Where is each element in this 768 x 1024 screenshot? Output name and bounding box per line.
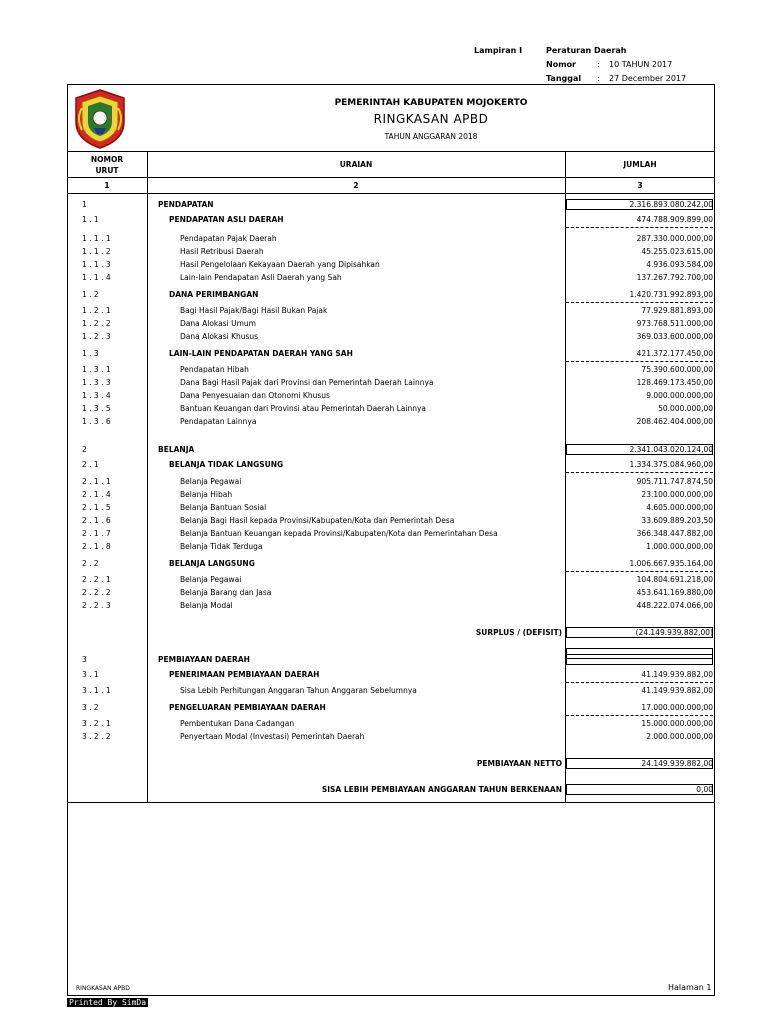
row-label: Pembentukan Dana Cadangan xyxy=(180,719,295,728)
row-amount: 24.149.939.882,00 xyxy=(641,759,713,768)
row-number: 1 . 1 xyxy=(82,215,99,224)
row-amount: 1.000.000.000,00 xyxy=(646,542,713,551)
row-label: Pendapatan Lainnya xyxy=(180,417,257,426)
subtotal-dash xyxy=(566,361,713,362)
row-label: Sisa Lebih Perhitungan Anggaran Tahun Anggaran Sebelumnya xyxy=(180,686,417,695)
row-label: Dana Alokasi Umum xyxy=(180,319,256,328)
row-number: 2 xyxy=(82,445,87,454)
row-number: 1 . 3 . 5 xyxy=(82,404,111,413)
fiscal-year: TAHUN ANGGARAN 2018 xyxy=(384,132,478,141)
row-amount: 41.149.939.882,00 xyxy=(641,686,713,695)
row-label: PEMBIAYAAN NETTO xyxy=(476,759,562,768)
row-number: 1 xyxy=(82,200,87,209)
row-label: LAIN-LAIN PENDAPATAN DAERAH YANG SAH xyxy=(169,349,353,358)
col-index-2: 2 xyxy=(353,181,359,190)
col-index-3: 3 xyxy=(637,181,643,190)
row-amount: 128.469.173.450,00 xyxy=(636,378,713,387)
row-label: Belanja Bagi Hasil kepada Provinsi/Kabupaten/Kota dan Pemerintah Desa xyxy=(180,516,455,525)
row-amount: 453.641.169.880,00 xyxy=(636,588,713,597)
row-amount: 104.804.691.218,00 xyxy=(636,575,713,584)
row-amount: 23.100.000.000,00 xyxy=(641,490,713,499)
row-number: 2 . 1 . 1 xyxy=(82,477,111,486)
row-label: SISA LEBIH PEMBIAYAAN ANGGARAN TAHUN BERKENAAN xyxy=(321,785,562,794)
row-label: Penyertaan Modal (Investasi) Pemerintah Daerah xyxy=(180,732,365,741)
index-rule xyxy=(67,193,715,194)
row-amount: 41.149.939.882,00 xyxy=(641,670,713,679)
col-header-uraian: URAIAN xyxy=(339,160,373,169)
nomor-value: 10 TAHUN 2017 xyxy=(609,60,673,69)
row-amount: 45.255.023.615,00 xyxy=(641,247,713,256)
amount-box xyxy=(566,784,713,795)
col-header-no-1: NOMOR xyxy=(90,155,124,164)
row-number: 1 . 1 . 1 xyxy=(82,234,111,243)
row-amount: 1.006.667.935.164,00 xyxy=(629,559,713,568)
row-amount: 2.000.000.000,00 xyxy=(646,732,713,741)
row-amount: 75.390.600.000,00 xyxy=(641,365,713,374)
row-number: 1 . 3 . 6 xyxy=(82,417,111,426)
doc-title: RINGKASAN APBD xyxy=(373,112,489,126)
nomor-label: Nomor xyxy=(546,60,576,69)
row-amount: 208.462.404.000,00 xyxy=(636,417,713,426)
row-label: Bantuan Keuangan dari Provinsi atau Pemerintah Daerah Lainnya xyxy=(180,404,426,413)
row-number: 3 . 2 . 1 xyxy=(82,719,111,728)
row-amount: 905.711.747.874,50 xyxy=(636,477,713,486)
row-number: 1 . 3 . 1 xyxy=(82,365,111,374)
amount-box xyxy=(566,758,713,769)
row-label: DANA PERIMBANGAN xyxy=(169,290,259,299)
col-index-1: 1 xyxy=(104,181,110,190)
row-label: PENGELUARAN PEMBIAYAAN DAERAH xyxy=(169,703,326,712)
row-amount: 15.000.000.000,00 xyxy=(641,719,713,728)
row-amount: 474.788.909.899,00 xyxy=(636,215,713,224)
row-amount: 33.609.889.203,50 xyxy=(641,516,713,525)
row-label: PEMBIAYAAN DAERAH xyxy=(158,655,250,664)
row-label: Dana Penyesuaian dan Otonomi Khusus xyxy=(180,391,330,400)
row-amount: 4.605.000.000,00 xyxy=(646,503,713,512)
page-number: Halaman 1 xyxy=(668,983,712,992)
empty-amount-box xyxy=(566,648,713,659)
row-amount: 2.316.893.080.242,00 xyxy=(629,200,713,209)
regulation-title: Peraturan Daerah xyxy=(546,46,627,55)
subtotal-dash xyxy=(566,472,713,473)
footer-left: RINGKASAN APBD xyxy=(76,985,130,992)
row-number: 1 . 1 . 2 xyxy=(82,247,111,256)
mojokerto-emblem-icon xyxy=(72,88,128,150)
row-amount: 2.341.043.020.124,00 xyxy=(629,445,713,454)
row-amount: 973.768.511.000,00 xyxy=(636,319,713,328)
row-amount: 366.348.447.882,00 xyxy=(636,529,713,538)
subtotal-dash xyxy=(566,571,713,572)
row-label: Hasil Retribusi Daerah xyxy=(180,247,264,256)
row-number: 2 . 1 xyxy=(82,460,99,469)
row-label: BELANJA xyxy=(158,445,195,454)
row-number: 1 . 2 . 1 xyxy=(82,306,111,315)
row-amount: 448.222.074.066,00 xyxy=(636,601,713,610)
row-amount: (24.149.939.882,00) xyxy=(635,628,713,637)
row-number: 2 . 1 . 4 xyxy=(82,490,111,499)
row-label: Belanja Modal xyxy=(180,601,233,610)
row-amount: 4.936.093.584,00 xyxy=(646,260,713,269)
amount-box xyxy=(566,199,713,210)
row-label: Dana Bagi Hasil Pajak dari Provinsi dan Pemerintah Daerah Lainnya xyxy=(180,378,434,387)
amount-box xyxy=(566,444,713,455)
row-amount: 137.267.792.700,00 xyxy=(636,273,713,282)
row-number: 1 . 3 . 4 xyxy=(82,391,111,400)
row-number: 1 . 3 . 3 xyxy=(82,378,111,387)
col-header-no-2: URUT xyxy=(95,166,119,175)
row-amount: 369.033.600.000,00 xyxy=(636,332,713,341)
subtotal-dash xyxy=(566,715,713,716)
row-number: 3 xyxy=(82,655,87,664)
row-amount: 421.372.177.450,00 xyxy=(636,349,713,358)
col-header-jumlah: JUMLAH xyxy=(623,160,657,169)
row-label: Pendapatan Pajak Daerah xyxy=(180,234,277,243)
row-number: 1 . 3 xyxy=(82,349,99,358)
row-label: Belanja Bantuan Keuangan kepada Provinsi/Kabupaten/Kota dan Pemerintahan Desa xyxy=(180,529,498,538)
row-label: Belanja Pegawai xyxy=(180,575,242,584)
row-label: Bagi Hasil Pajak/Bagi Hasil Bukan Pajak xyxy=(180,306,328,315)
row-number: 2 . 2 . 2 xyxy=(82,588,111,597)
header-rule xyxy=(67,177,715,178)
row-number: 2 . 1 . 6 xyxy=(82,516,111,525)
row-label: Belanja Hibah xyxy=(180,490,233,499)
row-number: 2 . 1 . 5 xyxy=(82,503,111,512)
row-label: Pendapatan Hibah xyxy=(180,365,249,374)
row-amount: 1.334.375.084.960,00 xyxy=(629,460,713,469)
row-amount: 17.000.000.000,00 xyxy=(641,703,713,712)
row-label: Hasil Pengelolaan Kekayaan Daerah yang Dipisahkan xyxy=(180,260,380,269)
row-label: Lain-lain Pendapatan Asli Daerah yang Sah xyxy=(180,273,342,282)
row-number: 1 . 1 . 3 xyxy=(82,260,111,269)
row-number: 1 . 1 . 4 xyxy=(82,273,111,282)
row-label: Dana Alokasi Khusus xyxy=(180,332,259,341)
row-number: 2 . 2 . 1 xyxy=(82,575,111,584)
row-amount: 1.420.731.992.893,00 xyxy=(629,290,713,299)
row-number: 1 . 2 . 2 xyxy=(82,319,111,328)
subtotal-dash xyxy=(566,227,713,228)
subtotal-dash xyxy=(566,682,713,683)
row-number: 3 . 1 xyxy=(82,670,99,679)
row-number: 2 . 1 . 8 xyxy=(82,542,111,551)
row-number: 3 . 1 . 1 xyxy=(82,686,111,695)
row-number: 2 . 2 xyxy=(82,559,99,568)
row-amount: 50.000.000,00 xyxy=(658,404,713,413)
printed-by-stamp: Printed By SimDa xyxy=(69,998,147,1007)
row-label: SURPLUS / (DEFISIT) xyxy=(475,628,562,637)
row-label: Belanja Tidak Terduga xyxy=(180,542,263,551)
row-amount: 9.000.000.000,00 xyxy=(646,391,713,400)
row-label: PENDAPATAN ASLI DAERAH xyxy=(169,215,284,224)
row-number: 1 . 2 . 3 xyxy=(82,332,111,341)
row-label: BELANJA LANGSUNG xyxy=(169,559,255,568)
row-label: Belanja Bantuan Sosial xyxy=(180,503,267,512)
row-number: 3 . 2 xyxy=(82,703,99,712)
row-amount: 0,00 xyxy=(696,785,713,794)
amount-box xyxy=(566,627,713,638)
row-label: Belanja Barang dan Jasa xyxy=(180,588,272,597)
row-number: 3 . 2 . 2 xyxy=(82,732,111,741)
tanggal-colon: : xyxy=(597,74,600,83)
org-title: PEMERINTAH KABUPATEN MOJOKERTO xyxy=(334,98,528,108)
subtotal-dash xyxy=(566,302,713,303)
row-number: 2 . 1 . 7 xyxy=(82,529,111,538)
row-amount: 287.330.000.000,00 xyxy=(636,234,713,243)
row-label: PENERIMAAN PEMBIAYAAN DAERAH xyxy=(169,670,320,679)
table-top-rule xyxy=(67,151,715,152)
row-number: 1 . 2 xyxy=(82,290,99,299)
row-label: PENDAPATAN xyxy=(158,200,214,209)
row-number: 2 . 2 . 3 xyxy=(82,601,111,610)
lampiran-label: Lampiran I xyxy=(474,46,523,55)
row-label: Belanja Pegawai xyxy=(180,477,242,486)
row-amount: 77.929.881.893,00 xyxy=(641,306,713,315)
table-bottom-rule xyxy=(67,802,715,803)
nomor-colon: : xyxy=(597,60,600,69)
row-label: BELANJA TIDAK LANGSUNG xyxy=(169,460,284,469)
tanggal-value: 27 December 2017 xyxy=(609,74,687,83)
tanggal-label: Tanggal xyxy=(546,74,582,83)
